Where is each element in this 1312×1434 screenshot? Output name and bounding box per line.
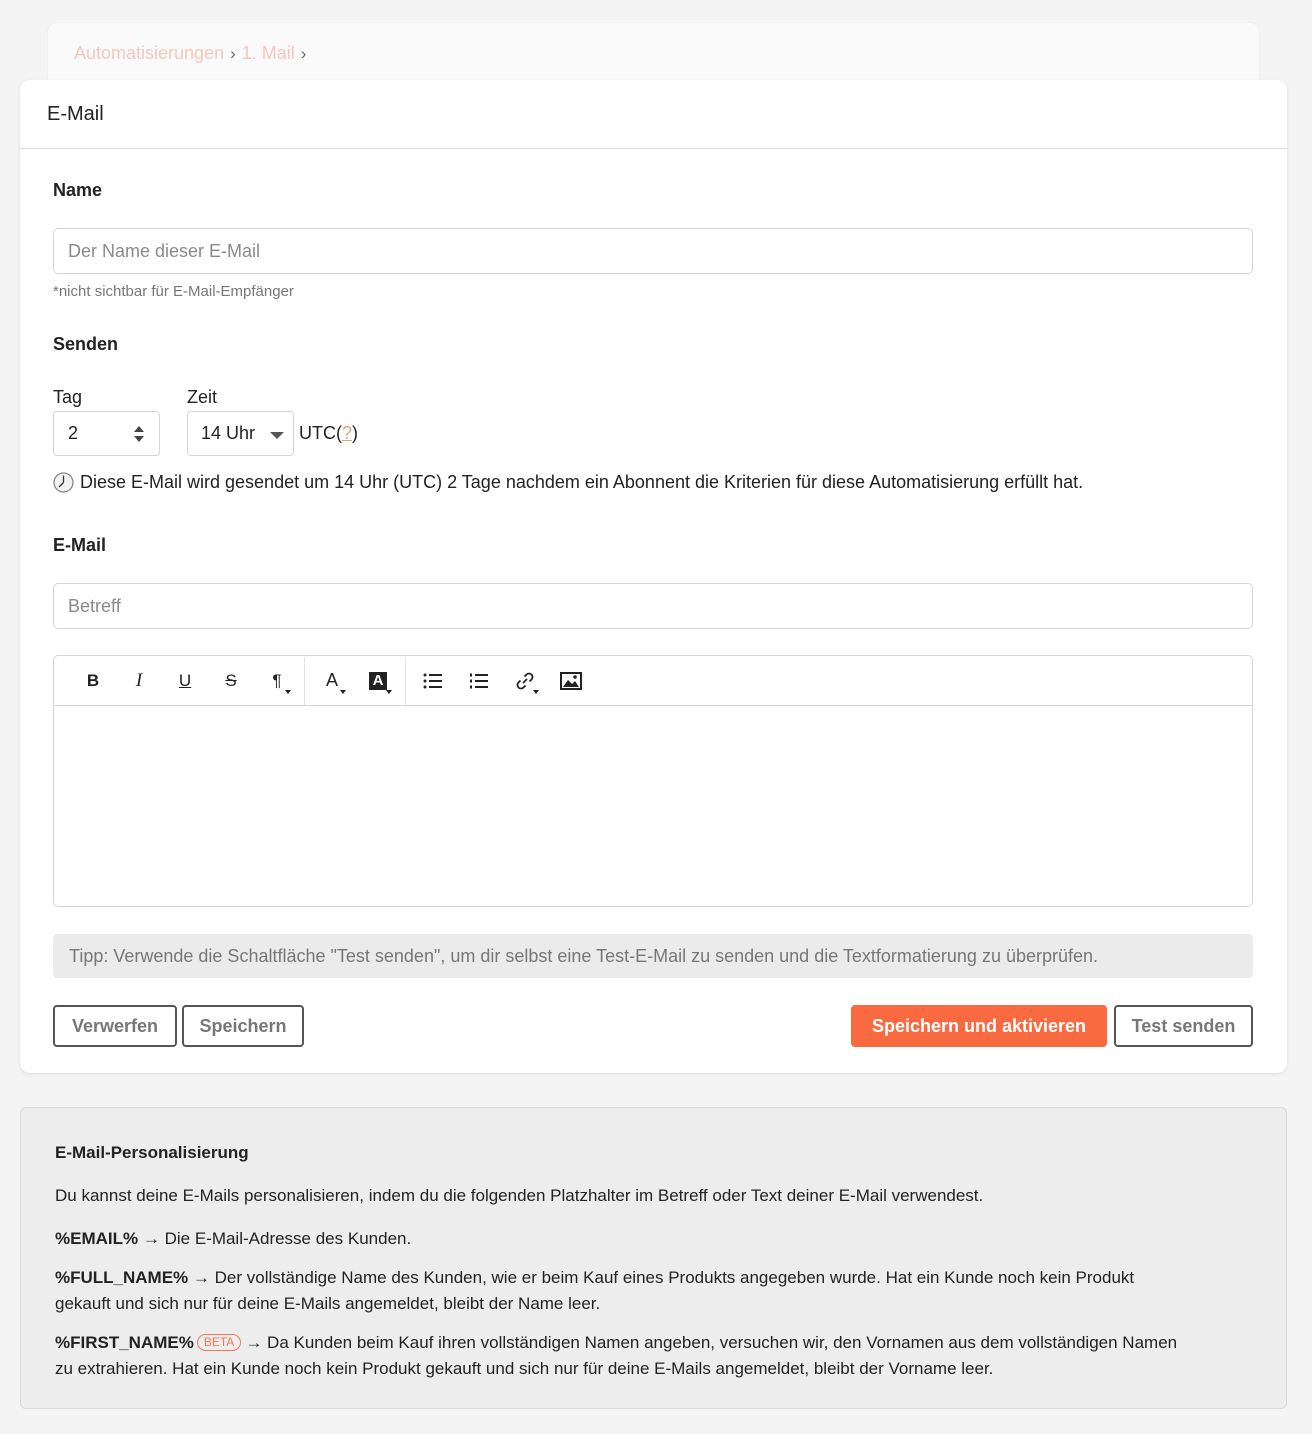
email-token: %EMAIL% [55, 1229, 139, 1248]
first-name-desc-line1: → Da Kunden beim Kauf ihren vollständigen Namen angeben, versuchen wir, den Vornamen aus dem vollständigen Namen [245, 1333, 1178, 1352]
chevron-down-icon [270, 432, 284, 439]
discard-button[interactable]: Verwerfen [53, 1005, 177, 1047]
first-name-token: %FIRST_NAME% [55, 1333, 194, 1352]
background-color-icon: A [369, 672, 387, 690]
bold-button[interactable]: B [86, 670, 100, 690]
full-name-placeholder-info [55, 1265, 1134, 1317]
time-value: 14 Uhr [201, 423, 256, 443]
send-info-text: Diese E-Mail wird gesendet um 14 Uhr (UTC) 2 Tage nachdem ein Abonnent die Kriterien für diese Automatisierung erfüllt hat. [80, 472, 1084, 492]
time-label: Zeit [187, 387, 218, 407]
full-name-desc-line2: gekauft und sich nur für deine E-Mails angemeldet, bleibt der Name leer. [55, 1294, 601, 1313]
image-icon [560, 672, 582, 690]
test-send-button[interactable]: Test senden [1114, 1005, 1253, 1047]
toolbar-divider [304, 657, 305, 705]
time-select[interactable] [187, 411, 294, 456]
italic-button[interactable]: I [135, 669, 143, 691]
toolbar-divider [405, 657, 406, 705]
breadcrumb-separator: › [300, 43, 307, 63]
paragraph-icon: ¶ [272, 670, 282, 690]
utc-prefix: UTC( [299, 423, 342, 443]
save-and-activate-button[interactable]: Speichern und aktivieren [851, 1005, 1107, 1047]
utc-suffix: ) [352, 423, 359, 443]
name-hint: *nicht sichtbar für E-Mail-Empfänger [53, 283, 294, 300]
bullet-list-button[interactable] [410, 663, 456, 699]
breadcrumb-separator: › [230, 43, 236, 63]
full-name-token: %FULL_NAME% [55, 1268, 189, 1287]
tip-box: Tipp: Verwende die Schaltfläche "Test senden", um dir selbst eine Test-E-Mail zu senden und die Textformatierung zu überprüfen. [53, 934, 1253, 978]
background-color-button[interactable] [355, 663, 401, 699]
numbered-list-button[interactable] [456, 663, 502, 699]
email-placeholder-info [55, 1226, 411, 1252]
day-value: 2 [68, 423, 79, 443]
numbered-list-icon [469, 673, 489, 689]
underline-button[interactable]: U [178, 670, 192, 690]
editor-content-area[interactable] [54, 706, 1252, 906]
caret-down-icon [386, 690, 392, 694]
email-token-desc: → Die E-Mail-Adresse des Kunden. [142, 1229, 412, 1248]
personalization-title: E-Mail-Personalisierung [55, 1143, 249, 1162]
first-name-desc-line2: zu extrahieren. Hat ein Kunde noch kein Produkt gekauft und sich nur für deine E-Mails angemeldet, bleibt der Vorname leer. [55, 1359, 994, 1378]
personalization-card [20, 1107, 1287, 1409]
breadcrumb-link-automations[interactable]: Automatisierungen [74, 43, 225, 63]
paragraph-format-button[interactable] [254, 663, 300, 699]
spinner-arrows-icon[interactable] [133, 424, 145, 444]
day-number-input[interactable] [53, 411, 160, 456]
beta-badge: BETA [197, 1334, 241, 1351]
email-editor-card [20, 80, 1287, 1073]
first-name-placeholder-info [55, 1330, 1177, 1382]
caret-down-icon [533, 690, 539, 694]
clock-icon [53, 472, 74, 493]
strikethrough-button[interactable]: S [225, 670, 237, 690]
rich-text-editor [53, 655, 1253, 907]
breadcrumb-link-mail[interactable]: 1. Mail [241, 43, 295, 63]
save-button[interactable]: Speichern [182, 1005, 304, 1047]
send-section-label: Senden [53, 334, 119, 354]
subject-input[interactable] [53, 583, 1253, 629]
utc-label [299, 423, 358, 444]
editor-toolbar [54, 656, 1252, 706]
caret-down-icon [340, 690, 346, 694]
full-name-desc-line1: → Der vollständige Name des Kunden, wie er beim Kauf eines Produkts angegeben wurde. Hat ein Kunde noch kein Produkt [192, 1268, 1135, 1287]
image-button[interactable] [548, 663, 594, 699]
send-info [53, 472, 1083, 493]
personalization-intro: Du kannst deine E-Mails personalisieren, indem du die folgenden Platzhalter im Betreff oder Text deiner E-Mail verwendest. [55, 1186, 984, 1205]
email-section-label: E-Mail [53, 535, 107, 555]
bullet-list-icon [423, 673, 443, 689]
utc-help-link[interactable]: ? [342, 423, 353, 443]
link-button[interactable] [502, 663, 548, 699]
font-color-button[interactable] [309, 663, 355, 699]
caret-down-icon [285, 690, 291, 694]
name-input[interactable] [53, 228, 1253, 274]
name-section-label: Name [53, 180, 103, 200]
link-icon [515, 671, 535, 691]
font-color-icon: A [325, 670, 338, 690]
card-title: E-Mail [20, 80, 1287, 149]
breadcrumb [74, 43, 306, 64]
day-label: Tag [53, 387, 83, 407]
